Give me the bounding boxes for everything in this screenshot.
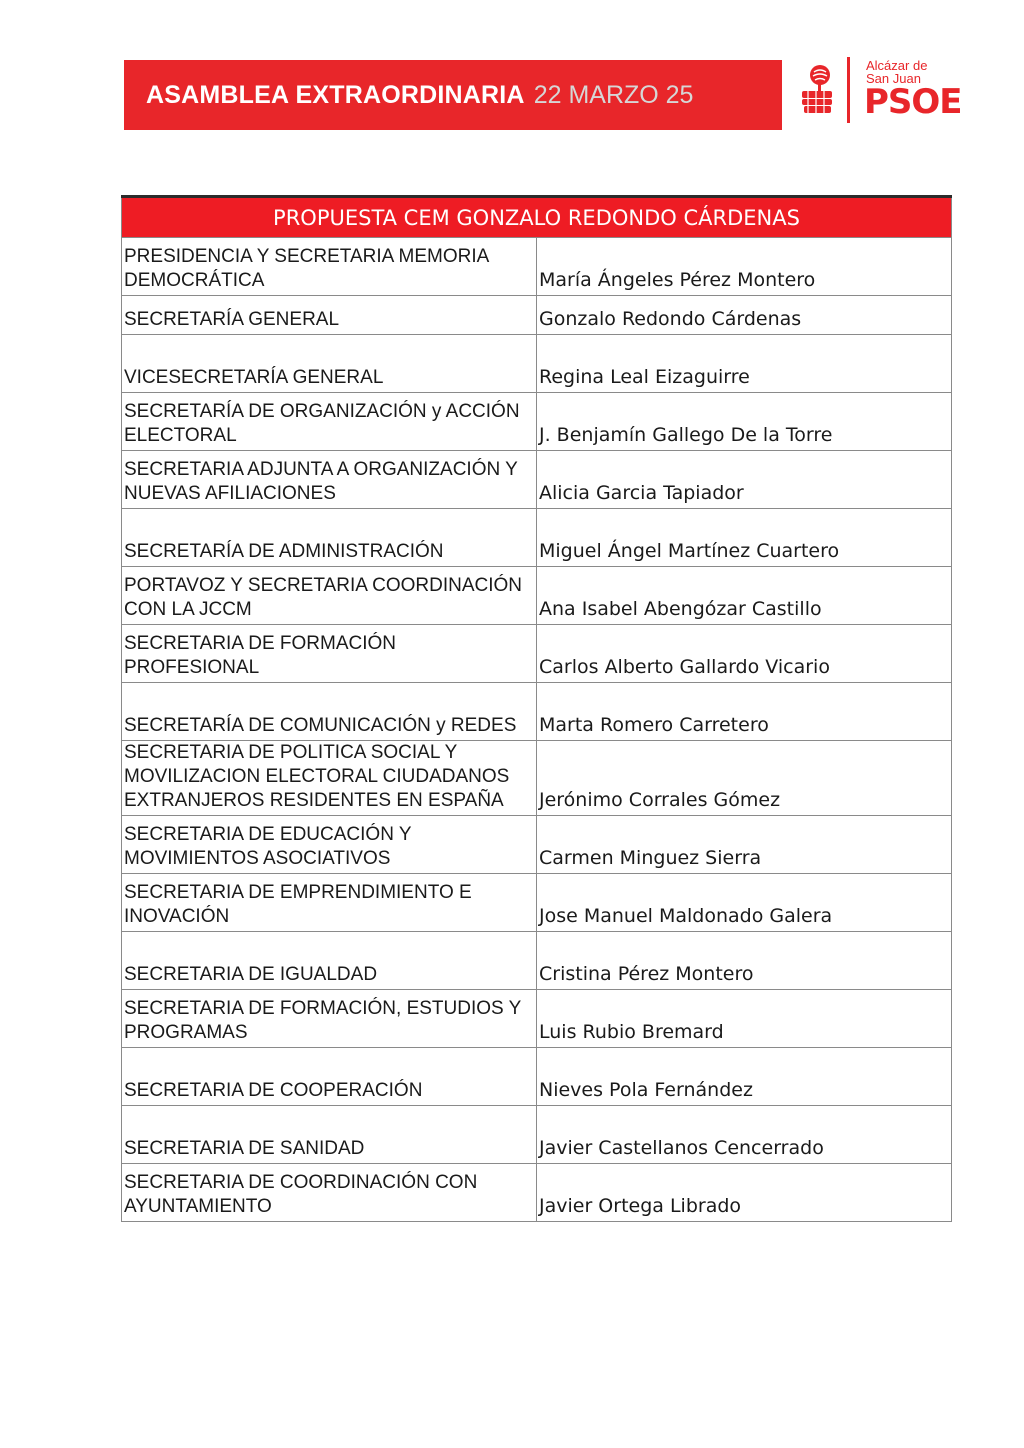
psoe-logo bbox=[798, 55, 962, 127]
role-cell: SECRETARIA ADJUNTA A ORGANIZACIÓN Y NUEVAS AFILIACIONES bbox=[122, 451, 537, 509]
table-row bbox=[122, 625, 952, 683]
table-title: PROPUESTA CEM GONZALO REDONDO CÁRDENAS bbox=[122, 197, 952, 238]
role-cell: VICESECRETARÍA GENERAL bbox=[122, 335, 537, 393]
table-row bbox=[122, 238, 952, 296]
person-cell: Javier Ortega Librado bbox=[537, 1164, 952, 1222]
logo-party-name: PSOE bbox=[864, 82, 962, 122]
role-cell: SECRETARIA DE EDUCACIÓN Y MOVIMIENTOS ASOCIATIVOS bbox=[122, 816, 537, 874]
table-row bbox=[122, 509, 952, 567]
table-row bbox=[122, 393, 952, 451]
header-banner bbox=[124, 60, 782, 130]
person-cell: Miguel Ángel Martínez Cuartero bbox=[537, 509, 952, 567]
role-cell: SECRETARÍA DE ORGANIZACIÓN y ACCIÓN ELECTORAL bbox=[122, 393, 537, 451]
person-cell: Ana Isabel Abengózar Castillo bbox=[537, 567, 952, 625]
logo-city-line2: San Juan bbox=[866, 71, 921, 86]
role-cell: SECRETARIA DE COOPERACIÓN bbox=[122, 1048, 537, 1106]
table-row bbox=[122, 741, 952, 816]
table-row bbox=[122, 567, 952, 625]
role-cell: SECRETARIA DE EMPRENDIMIENTO E INOVACIÓN bbox=[122, 874, 537, 932]
role-cell: SECRETARIA DE IGUALDAD bbox=[122, 932, 537, 990]
table-row bbox=[122, 874, 952, 932]
table-row bbox=[122, 335, 952, 393]
proposal-table-container bbox=[121, 195, 952, 1222]
role-cell: PRESIDENCIA Y SECRETARIA MEMORIA DEMOCRÁTICA bbox=[122, 238, 537, 296]
table-row bbox=[122, 1048, 952, 1106]
person-cell: Javier Castellanos Cencerrado bbox=[537, 1106, 952, 1164]
person-cell: María Ángeles Pérez Montero bbox=[537, 238, 952, 296]
person-cell: Carlos Alberto Gallardo Vicario bbox=[537, 625, 952, 683]
person-cell: Luis Rubio Bremard bbox=[537, 990, 952, 1048]
person-cell: Jose Manuel Maldonado Galera bbox=[537, 874, 952, 932]
person-cell: Nieves Pola Fernández bbox=[537, 1048, 952, 1106]
table-row bbox=[122, 932, 952, 990]
person-cell: Carmen Minguez Sierra bbox=[537, 816, 952, 874]
role-cell: SECRETARÍA GENERAL bbox=[122, 296, 537, 335]
table-row bbox=[122, 1106, 952, 1164]
role-cell: PORTAVOZ Y SECRETARIA COORDINACIÓN CON LA JCCM bbox=[122, 567, 537, 625]
role-cell: SECRETARIA DE POLITICA SOCIAL Y MOVILIZACION ELECTORAL CIUDADANOS EXTRANJEROS RESIDENTES EN ESPAÑA bbox=[122, 741, 537, 816]
assembly-date: 22 MARZO 25 bbox=[533, 80, 694, 109]
role-cell: SECRETARÍA DE ADMINISTRACIÓN bbox=[122, 509, 537, 567]
person-cell: Alicia Garcia Tapiador bbox=[537, 451, 952, 509]
table-row bbox=[122, 683, 952, 741]
table-row bbox=[122, 451, 952, 509]
role-cell: SECRETARÍA DE COMUNICACIÓN y REDES bbox=[122, 683, 537, 741]
role-cell: SECRETARIA DE SANIDAD bbox=[122, 1106, 537, 1164]
table-row bbox=[122, 816, 952, 874]
logo-divider bbox=[847, 57, 850, 123]
role-cell: SECRETARIA DE FORMACIÓN, ESTUDIOS Y PROGRAMAS bbox=[122, 990, 537, 1048]
person-cell: Cristina Pérez Montero bbox=[537, 932, 952, 990]
person-cell: Gonzalo Redondo Cárdenas bbox=[537, 296, 952, 335]
table-row bbox=[122, 296, 952, 335]
person-cell: Jerónimo Corrales Gómez bbox=[537, 741, 952, 816]
role-cell: SECRETARIA DE FORMACIÓN PROFESIONAL bbox=[122, 625, 537, 683]
assembly-title: ASAMBLEA EXTRAORDINARIA bbox=[146, 80, 525, 109]
person-cell: J. Benjamín Gallego De la Torre bbox=[537, 393, 952, 451]
table-row bbox=[122, 1164, 952, 1222]
person-cell: Regina Leal Eizaguirre bbox=[537, 335, 952, 393]
fist-and-rose-icon bbox=[798, 64, 838, 116]
role-cell: SECRETARIA DE COORDINACIÓN CON AYUNTAMIENTO bbox=[122, 1164, 537, 1222]
table-row bbox=[122, 990, 952, 1048]
proposal-table bbox=[121, 195, 952, 1222]
logo-city-line1: Alcázar de bbox=[866, 58, 928, 73]
person-cell: Marta Romero Carretero bbox=[537, 683, 952, 741]
